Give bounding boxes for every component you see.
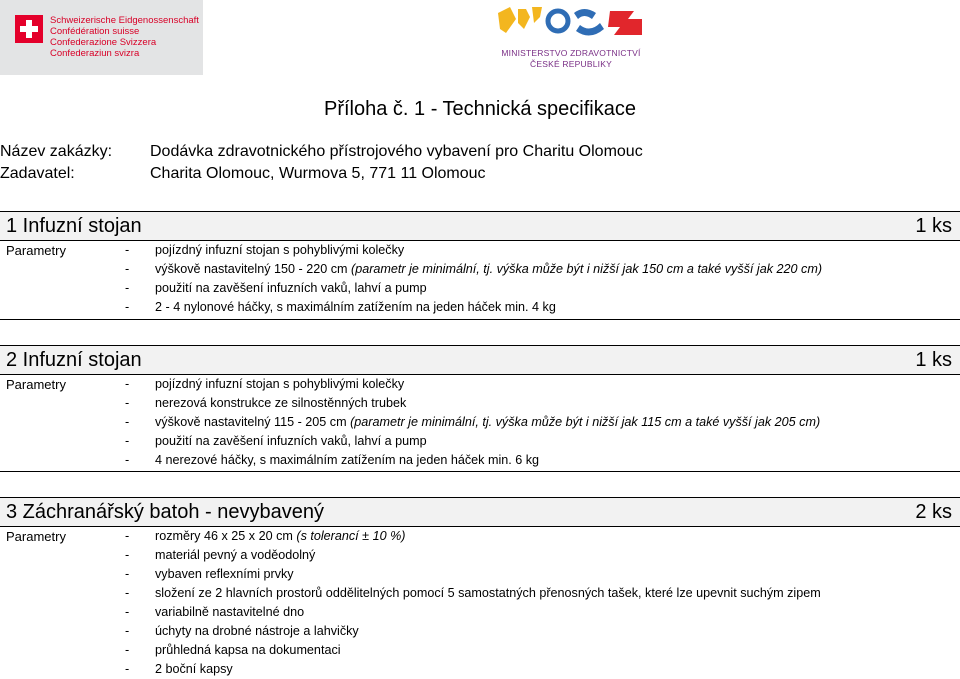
item-parameters: Parametry - pojízdný infuzní stojan s pohyblivými kolečky - nerezová konstrukce ze silnostěnných trubek - výškově nastavitelný 115 - 205 cm (parametr je minimální, tj. výška může být i nižší jak 115 cm a také vyšší jak 205 cm) - použití na zavěšení infuzních vaků, lahví a pump - 4 nerezové háčky, s maximálním zatížením na jeden háček min. 6 kg	[0, 375, 960, 472]
item-quantity: 2 ks	[915, 501, 952, 523]
swiss-logo-line: Confederaziun svizra	[50, 48, 140, 59]
swiss-logo-line: Confederazione Svizzera	[50, 37, 157, 48]
parameter-note: (s tolerancí ± 10 %)	[296, 529, 406, 543]
parameter-note: (parametr je minimální, tj. výška může být i nižší jak 115 cm a také vyšší jak 205 cm)	[350, 415, 821, 429]
item-parameters: Parametry - rozměry 46 x 25 x 20 cm (s tolerancí ± 10 %) - materiál pevný a voděodolný - vybaven reflexními prvky - složení ze 2 hlavních prostorů oddělitelných pomocí 5 samostatných přenosných tašek, které lze upevnit suchým zipem - variabilně nastavitelné dno - úchyty na drobné nástroje a lahvičky - průhledná kapsa na dokumentaci - 2 boční kapsy	[6, 529, 821, 676]
spec-item	[0, 345, 960, 472]
client-label: Zadavatel:	[0, 165, 75, 182]
swiss-flag-icon	[15, 15, 43, 43]
swiss-logo-line: Confédération suisse	[50, 26, 140, 37]
swiss-logo-text	[50, 15, 199, 59]
item-parameters: Parametry - pojízdný infuzní stojan s pohyblivými kolečky - výškově nastavitelný 150 - 220 cm (parametr je minimální, tj. výška může být i nižší jak 150 cm a také vyšší jak 220 cm) - použití na zavěšení infuzních vaků, lahví a pump - 2 - 4 nylonové háčky, s maximálním zatížením na jeden háček min. 4 kg	[0, 241, 960, 320]
item-name: 2 Infuzní stojan	[6, 349, 142, 371]
item-quantity: 1 ks	[915, 215, 952, 237]
swiss-confederation-logo	[0, 0, 203, 75]
ministry-country: ČESKÉ REPUBLIKY	[530, 59, 612, 69]
item-header	[0, 497, 960, 527]
client-value: Charita Olomouc, Wurmova 5, 771 11 Olomouc	[150, 165, 486, 182]
parameters-label: Parametry	[6, 243, 66, 258]
parameters-label: Parametry	[6, 529, 66, 544]
ministry-of-health-logo	[496, 3, 646, 71]
parameter-note: (parametr je minimální, tj. výška může být i nižší jak 150 cm a také vyšší jak 220 cm)	[351, 262, 823, 276]
ministry-emblem-icon	[496, 3, 646, 45]
spec-item	[0, 211, 960, 320]
item-name: 3 Záchranářský batoh - nevybavený	[6, 501, 324, 523]
item-header	[0, 345, 960, 375]
item-name: 1 Infuzní stojan	[6, 215, 142, 237]
item-quantity: 1 ks	[915, 349, 952, 371]
spec-item	[0, 497, 960, 679]
contract-value: Dodávka zdravotnického přístrojového vybavení pro Charitu Olomouc	[150, 143, 643, 160]
swiss-logo-line: Schweizerische Eidgenossenschaft	[50, 15, 199, 26]
parameters-label: Parametry	[6, 377, 66, 392]
document-title: Příloha č. 1 - Technická specifikace	[323, 98, 636, 120]
ministry-name: MINISTERSTVO ZDRAVOTNICTVÍ	[501, 48, 641, 58]
item-header	[0, 211, 960, 241]
contract-label: Název zakázky:	[0, 143, 113, 160]
